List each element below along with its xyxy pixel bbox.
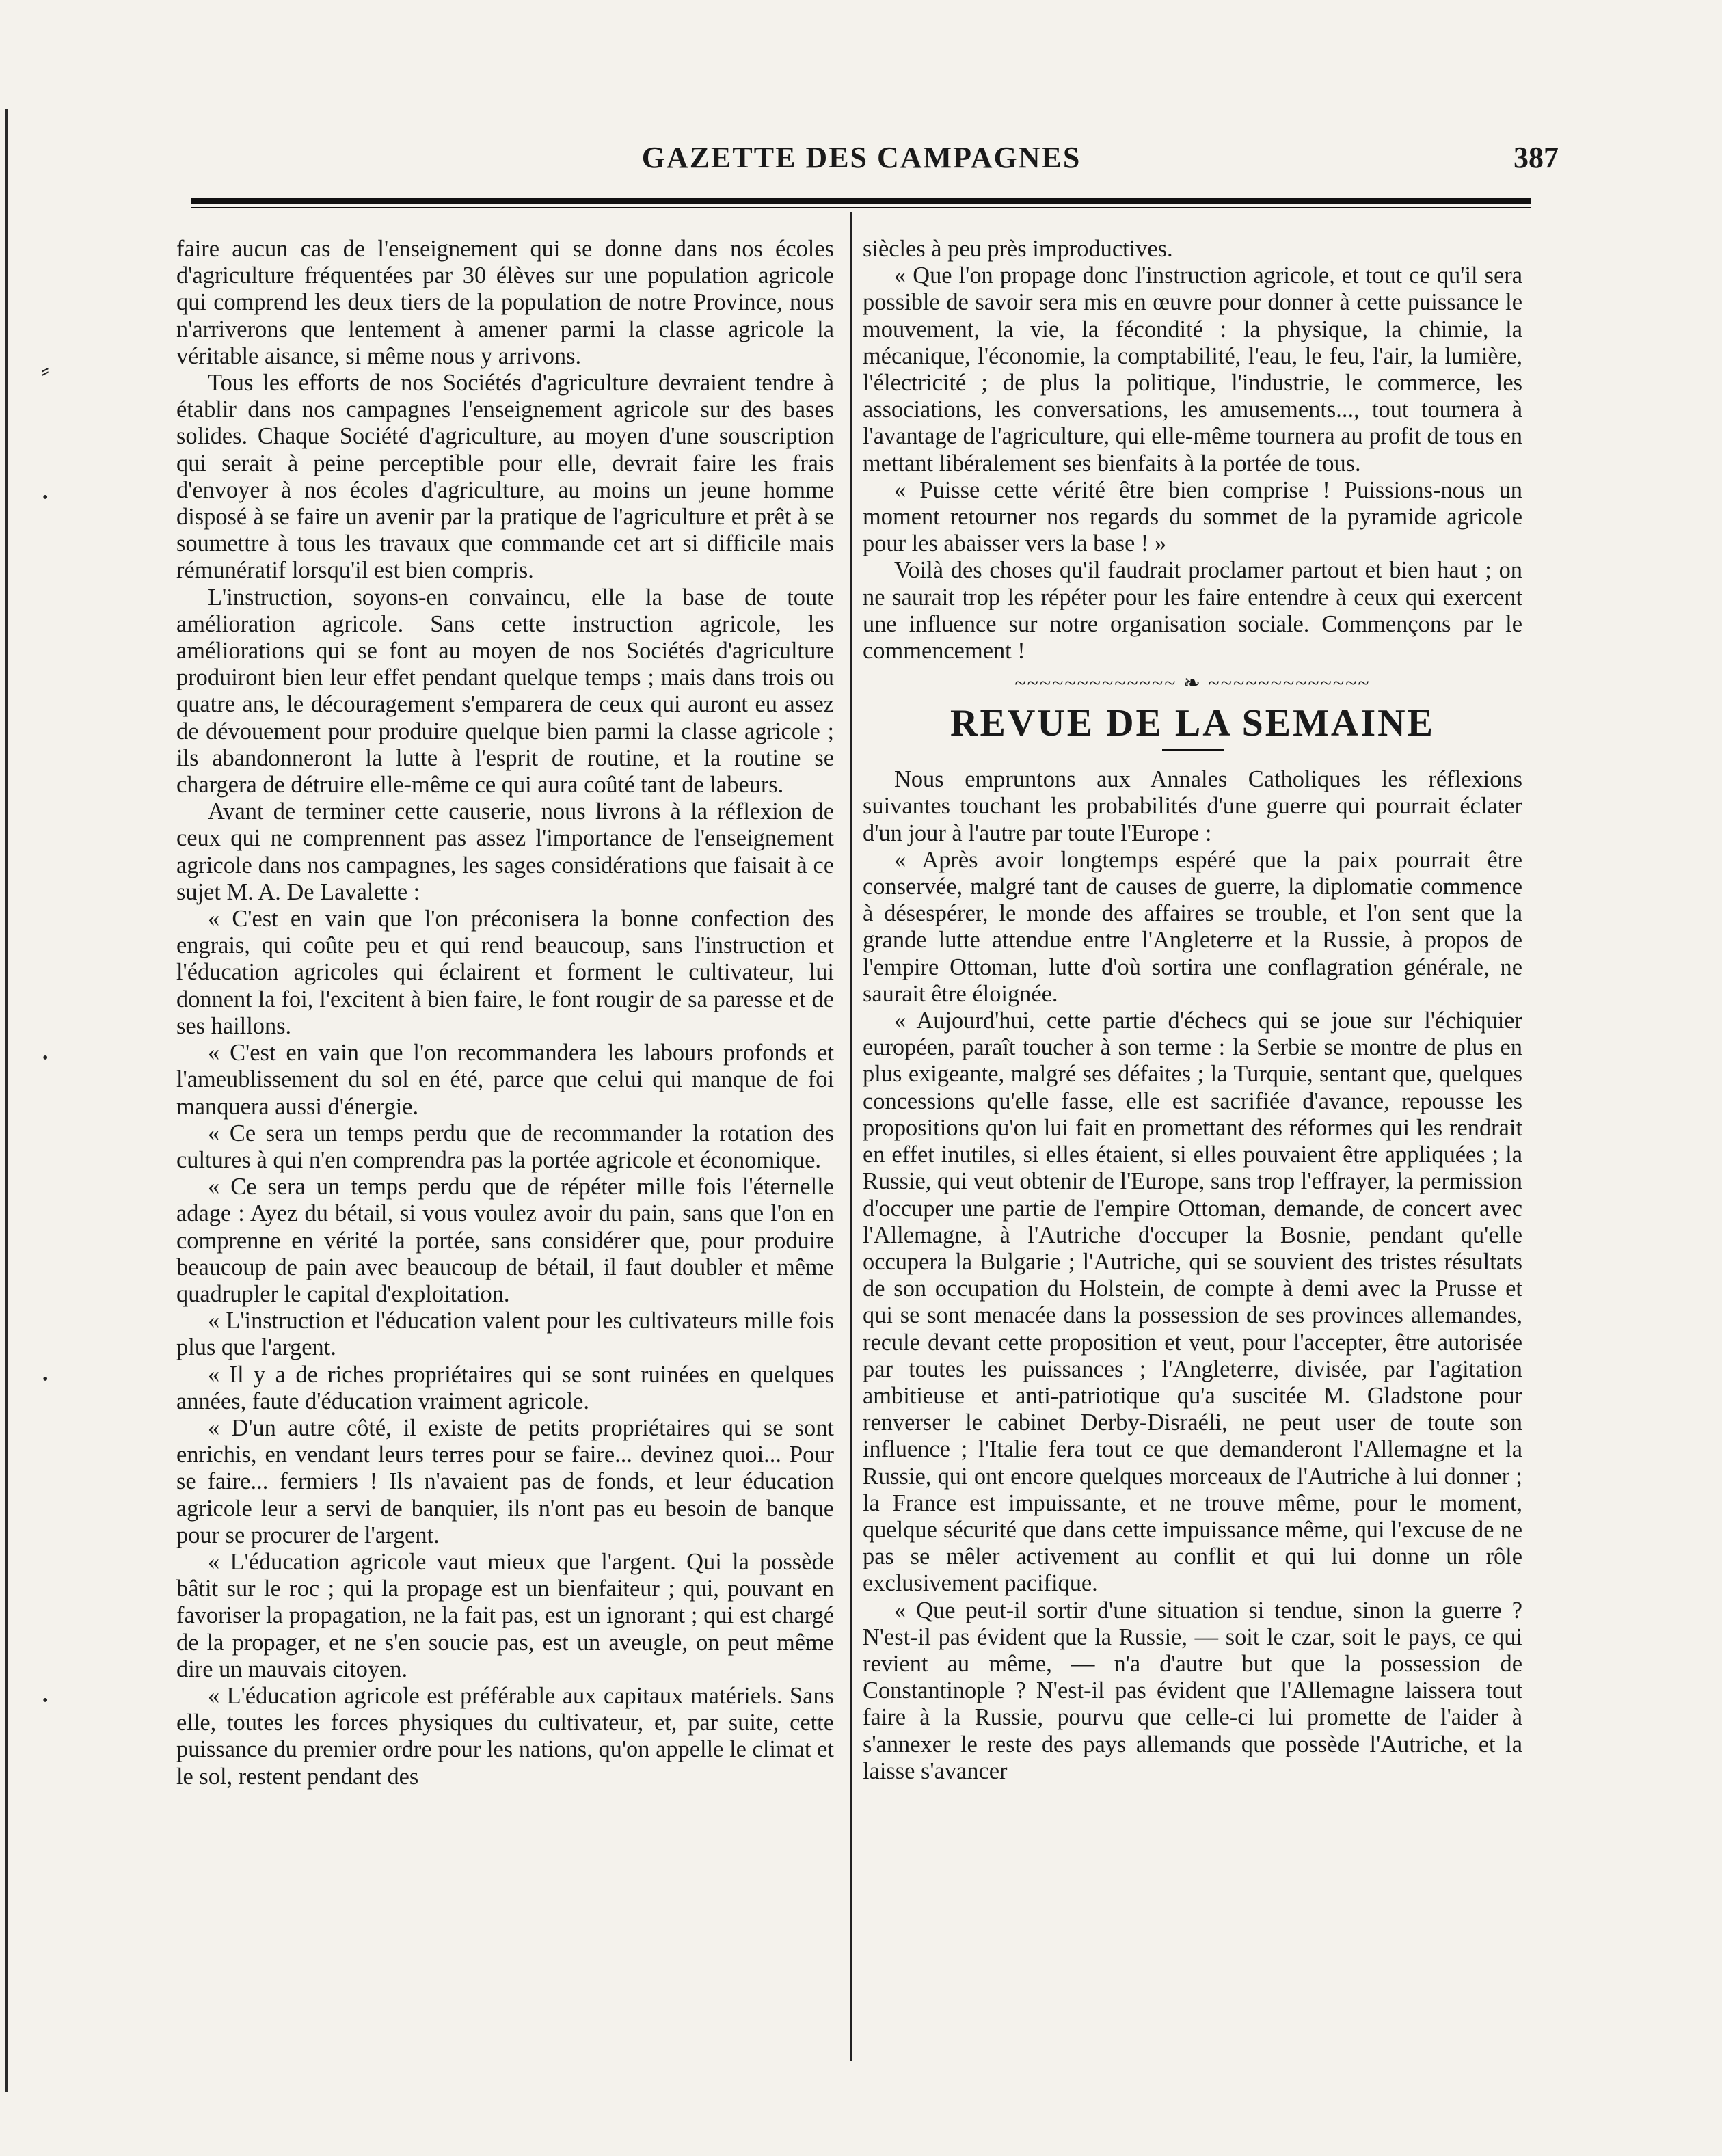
paragraph: faire aucun cas de l'enseignement qui se donne dans nos écoles d'agriculture fréquentées par 30 élèves sur une population agricole qui comprend les deux tiers de la population de notre Province, nous n'arriverons que lentement à amener parmi la classe agricole la véritable aisance, si même nous y arrivons.	[176, 236, 834, 369]
column-divider	[850, 212, 852, 2061]
section-title: REVUE DE LA SEMAINE	[950, 702, 1435, 745]
quote-paragraph: « Il y a de riches propriétaires qui se sont ruinées en quelques années, faute d'éducation vraiment agricole.	[176, 1361, 834, 1414]
page-number: 387	[1514, 141, 1559, 174]
paragraph: Nous empruntons aux Annales Catholiques les réflexions suivantes touchant les probabilités d'une guerre qui pourrait éclater d'un jour à l'autre par toute l'Europe :	[863, 766, 1522, 846]
margin-mark: •	[42, 489, 49, 507]
margin-mark: •	[42, 1692, 49, 1710]
margin-mark: ⸗	[41, 356, 49, 383]
quote-paragraph: « Après avoir longtemps espéré que la paix pourrait être conservée, malgré tant de causes de guerre, la diplomatie commence à désespérer, le monde des affaires se trouble, et l'on sent que la grande lutte attendue entre l'Angleterre et la Russie, à propos de l'empire Ottoman, lutte d'où sortira une conflagration générale, ne saurait être éloignée.	[863, 846, 1522, 1007]
quote-paragraph: « Que l'on propage donc l'instruction agricole, et tout ce qu'il sera possible de savoir sera mis en œuvre pour donner à cette puissance le mouvement, la vie, la fécondité : la physique, la chimie, la mécanique, l'économie, la comptabilité, l'eau, le feu, l'air, la lumière, l'électricité ; de plus la politique, l'industrie, le commerce, les associations, les conversations, les amusements..., tout tournera à l'avantage de l'agriculture, qui elle-même tournera au profit de tous en mettant libéralement ses bienfaits à la portée de tous.	[863, 262, 1522, 476]
left-column	[176, 236, 834, 1790]
paragraph: Voilà des choses qu'il faudrait proclamer partout et bien haut ; on ne saurait trop les répéter pour les faire entendre à ceux qui exercent une influence sur notre organisation sociale. Commençons par le commencement !	[863, 557, 1522, 664]
margin-mark: •	[42, 1049, 49, 1067]
quote-paragraph: « C'est en vain que l'on préconisera la bonne confection des engrais, qui coûte peu et qui rend beaucoup, sans l'instruction et l'éducation agricoles qui éclairent et forment le cultivateur, lui donnent la foi, l'excitent à bien faire, le font rougir de sa paresse et de ses haillons.	[176, 906, 834, 1039]
quote-paragraph: « Ce sera un temps perdu que de recommander la rotation des cultures à qui n'en comprendra pas la portée agricole et économique.	[176, 1120, 834, 1173]
quote-paragraph: « L'éducation agricole vaut mieux que l'argent. Qui la possède bâtit sur le roc ; qui la propage est un bienfaiteur ; qui, pouvant en favoriser la propagation, ne la fait pas, est un ignorant ; qui est chargé de la propager, et ne s'en soucie pas, est un aveugle, on peut même dire un mauvais citoyen.	[176, 1548, 834, 1682]
quote-paragraph: « Aujourd'hui, cette partie d'échecs qui se joue sur l'échiquier européen, paraît toucher à son terme : la Serbie se montre de plus en plus exigeante, malgré ses défaites ; la Turquie, sentant que, quelques concessions qu'elle fasse, elle est sacrifiée d'avance, repousse les propositions qu'on lui fait en promettant des réformes qui les rendrait en effet inutiles, si elles étaient, si elles pouvaient être appliquées ; la Russie, qui veut obtenir de l'Europe, sans trop l'effrayer, la permission d'occuper une partie de l'empire Ottoman, demande, de concert avec l'Allemagne, à l'Autriche d'occuper la Bosnie, pendant qu'elle occupera la Bulgarie ; l'Autriche, qui se souvient des tristes résultats de son occupation du Holstein, de compte à demi avec la Prusse et qui se sont menacée dans la possession de ses provinces allemandes, recule devant cette proposition et veut, pour l'accepter, être autorisée par toutes les puissances ; l'Angleterre, divisée, par l'agitation ambitieuse et anti-patriotique qu'a suscitée M. Gladstone pour renverser le cabinet Derby-Disraéli, ne peut user de toute son influence ; l'Italie fera tout ce que demanderont l'Allemagne et la Russie, qui ont encore quelques morceaux de l'Autriche à lui donner ; la France est impuissante, et ne trouve même, pour le moment, quelque sécurité que dans cette impuissance même, qui l'excuse de ne pas se mêler activement au conflit et qui lui donne un rôle exclusivement pacifique.	[863, 1008, 1522, 1597]
quote-paragraph: « Que peut-il sortir d'une situation si tendue, sinon la guerre ? N'est-il pas évident que la Russie, — soit le czar, soit le pays, ce qui revient au même, — n'a d'autre but que la possession de Constantinople ? N'est-il pas évident que l'Allemagne laissera tout faire à la Russie, pourvu que celle-ci lui promette de l'aider à s'annexer le reste des pays allemands que possède l'Autriche, et la laisse s'avancer	[863, 1597, 1522, 1784]
paragraph: L'instruction, soyons-en convaincu, elle la base de toute amélioration agricole. Sans cette instruction agricole, les améliorations qui se font au moyen de nos Sociétés d'agriculture produiront bien leur effet pendant quelque temps ; mais dans trois ou quatre ans, le découragement s'emparera de ceux qui auront eu assez de dévouement pour produire quelque bien parmi la classe agricole ; ils abandonneront la lutte à l'esprit de routine, et la routine se chargera de détruire elle-même ce qui aura coûté tant de labeurs.	[176, 584, 834, 798]
quote-paragraph: « D'un autre côté, il existe de petits propriétaires qui se sont enrichis, en vendant leurs terres pour se faire... devinez quoi... Pour se faire... fermiers ! Ils n'avaient pas de fonds, et leur éducation agricole leur a servi de banquier, ils n'ont pas eu besoin de banque pour se procurer de l'argent.	[176, 1414, 834, 1548]
paragraph: Avant de terminer cette causerie, nous livrons à la réflexion de ceux qui ne comprennent pas assez l'importance de l'enseignement agricole dans nos campagnes, les sages considérations que faisait à ce sujet M. A. De Lavalette :	[176, 798, 834, 905]
margin-mark: •	[42, 1371, 49, 1388]
section-title-rule	[1162, 749, 1224, 751]
paragraph: siècles à peu près improductives.	[863, 236, 1173, 262]
quote-paragraph: « C'est en vain que l'on recommandera les labours profonds et l'ameublissement du sol en été, parce que celui qui manque de foi manquera aussi d'énergie.	[176, 1040, 834, 1120]
page-header	[164, 140, 1559, 181]
header-rule-thick	[191, 198, 1531, 204]
paragraph: Tous les efforts de nos Sociétés d'agriculture devraient tendre à établir dans nos campagnes l'enseignement agricole sur des bases solides. Chaque Société d'agriculture, au moyen d'une souscription qui serait à peine perceptible pour elle, devrait faire les frais d'envoyer à nos écoles d'agriculture, au moins un jeune homme disposé à se faire un avenir par la pratique de l'agriculture et prêt à se soumettre à tous les travaux que commande cet art si difficile mais rémunératif lorsqu'il est bien compris.	[176, 370, 834, 584]
page-edge-shadow	[5, 109, 8, 2092]
quote-paragraph: « Puisse cette vérité être bien comprise ! Puissions-nous un moment retourner nos regards du sommet de la pyramide agricole pour les abaisser vers la base ! »	[863, 476, 1522, 557]
newspaper-title: GAZETTE DES CAMPAGNES	[641, 141, 1081, 174]
ornamental-divider: ~~~~~~~~~~~~~ ❧ ~~~~~~~~~~~~~	[1014, 672, 1371, 695]
right-column	[863, 236, 1522, 1785]
quote-paragraph: « Ce sera un temps perdu que de répéter mille fois l'éternelle adage : Ayez du bétail, si vous voulez avoir du pain, sans que l'on en comprenne en vérité la portée, sans considérer que, pour produire beaucoup de pain avec beaucoup de bétail, il faut doubler et même quadrupler le capital d'exploitation.	[176, 1174, 834, 1307]
header-rule-thin	[191, 207, 1531, 208]
quote-paragraph: « L'instruction et l'éducation valent pour les cultivateurs mille fois plus que l'argent.	[176, 1308, 834, 1361]
quote-paragraph: « L'éducation agricole est préférable aux capitaux matériels. Sans elle, toutes les forces physiques du cultivateur, et, par suite, cette puissance du premier ordre pour les nations, qu'on appelle le climat et le sol, restent pendant des	[176, 1682, 834, 1790]
